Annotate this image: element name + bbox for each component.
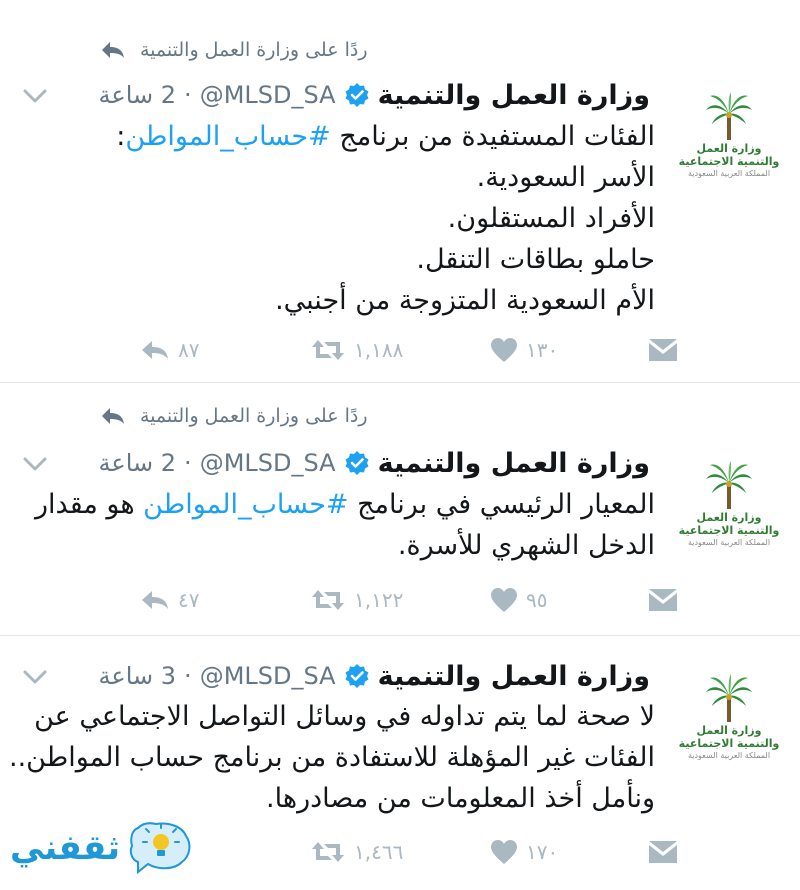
separator-dot: · — [184, 81, 192, 109]
retweet-icon — [310, 840, 346, 864]
tweet-line: الدخل الشهري للأسرة. — [397, 530, 655, 561]
hashtag-link[interactable]: #حساب_المواطن — [143, 489, 349, 520]
tweet-actions — [140, 832, 690, 872]
text-span: هو مقدار — [34, 489, 144, 520]
like-button[interactable] — [490, 839, 558, 865]
tweet-timestamp[interactable]: 3 ساعة — [98, 662, 177, 690]
heart-icon — [490, 839, 518, 865]
retweet-button[interactable] — [310, 840, 403, 864]
tweet-timestamp[interactable]: 2 ساعة — [98, 81, 177, 109]
avatar-line-1: وزارة العمل — [696, 724, 762, 737]
text-span: المعيار الرئيسي في برنامج — [348, 489, 655, 520]
author-name[interactable]: وزارة العمل والتنمية — [377, 79, 650, 111]
avatar-line-2: والتنمية الاجتماعية — [678, 155, 780, 168]
direct-message-button[interactable] — [648, 840, 678, 864]
tweet-header — [99, 446, 650, 480]
separator-dot: · — [184, 662, 192, 690]
reply-context-arrow-icon — [100, 406, 126, 426]
tweet[interactable] — [0, 0, 800, 383]
retweet-count: ١,٤٦٦ — [354, 840, 404, 864]
avatar-line-2: والتنمية الاجتماعية — [678, 737, 780, 750]
watermark-text: ثقفني — [10, 828, 120, 868]
tweet-line: الأم السعودية المتزوجة من أجنبي. — [275, 285, 655, 316]
heart-icon — [490, 587, 518, 613]
tweet-line: الفئات غير المؤهلة للاستفادة من برنامج حساب المواطن.. — [9, 742, 655, 773]
avatar-line-3: المملكة العربية السعودية — [687, 538, 771, 547]
chevron-down-icon[interactable] — [22, 669, 48, 685]
direct-message-button[interactable] — [648, 338, 678, 362]
like-button[interactable] — [490, 337, 558, 363]
reply-icon — [140, 339, 170, 361]
direct-message-icon — [648, 840, 678, 864]
tweet-timestamp[interactable]: 2 ساعة — [98, 449, 177, 477]
author-handle[interactable]: @MLSD_SA — [199, 449, 336, 477]
like-count: ٩٥ — [526, 588, 548, 612]
avatar-line-3: المملكة العربية السعودية — [687, 751, 771, 760]
retweet-button[interactable] — [310, 588, 403, 612]
palm-tree-logo — [704, 461, 754, 511]
author-name[interactable]: وزارة العمل والتنمية — [377, 447, 650, 479]
tweet-header — [99, 78, 650, 112]
chevron-down-icon[interactable] — [22, 456, 48, 472]
watermark — [10, 812, 210, 884]
tweet-line: الأسر السعودية. — [476, 162, 655, 193]
avatar-line-3: المملكة العربية السعودية — [687, 169, 771, 178]
chevron-down-icon[interactable] — [22, 88, 48, 104]
direct-message-icon — [648, 338, 678, 362]
avatar-line-1: وزارة العمل — [696, 511, 762, 524]
direct-message-icon — [648, 588, 678, 612]
author-handle[interactable]: @MLSD_SA — [199, 81, 336, 109]
retweet-icon — [310, 588, 346, 612]
like-count: ١٣٠ — [526, 338, 559, 362]
palm-tree-logo — [704, 92, 754, 142]
text-span: : — [116, 121, 126, 152]
tweet-line: حاملو بطاقات التنقل. — [416, 244, 655, 275]
tweet-text — [9, 696, 655, 819]
separator-dot: · — [184, 449, 192, 477]
tweet-text — [15, 116, 655, 321]
tweet-line: الأفراد المستقلون. — [447, 203, 655, 234]
palm-tree-logo — [704, 674, 754, 724]
verified-badge-icon — [344, 82, 370, 108]
reply-context[interactable] — [100, 36, 368, 64]
author-name[interactable]: وزارة العمل والتنمية — [377, 660, 650, 692]
reply-context-text: ردًا على وزارة العمل والتنمية — [140, 39, 368, 61]
verified-badge-icon — [344, 663, 370, 689]
like-count: ١٧٠ — [526, 840, 559, 864]
tweet-actions — [140, 580, 690, 620]
direct-message-button[interactable] — [648, 588, 678, 612]
reply-icon — [140, 589, 170, 611]
tweet-line: لا صحة لما يتم تداوله في وسائل التواصل الاجتماعي عن — [34, 701, 655, 732]
heart-icon — [490, 337, 518, 363]
tweet-actions — [140, 330, 690, 370]
tweet[interactable] — [0, 383, 800, 636]
reply-context[interactable] — [100, 402, 368, 430]
reply-button[interactable] — [140, 338, 199, 362]
retweet-count: ١,١٢٢ — [354, 588, 404, 612]
like-button[interactable] — [490, 587, 547, 613]
retweet-button[interactable] — [310, 338, 403, 362]
avatar-line-1: وزارة العمل — [696, 142, 762, 155]
reply-count: ٤٧ — [178, 588, 200, 612]
tweet-text — [15, 484, 655, 566]
verified-badge-icon — [344, 450, 370, 476]
reply-count: ٨٧ — [178, 338, 200, 362]
retweet-icon — [310, 338, 346, 362]
retweet-count: ١,١٨٨ — [354, 338, 404, 362]
avatar[interactable] — [670, 674, 788, 764]
author-handle[interactable]: @MLSD_SA — [199, 662, 336, 690]
tweet-line — [15, 484, 655, 525]
avatar[interactable] — [670, 461, 788, 551]
hashtag-link[interactable]: #حساب_المواطن — [125, 121, 331, 152]
lightbulb-icon — [128, 820, 194, 876]
avatar-line-2: والتنمية الاجتماعية — [678, 524, 780, 537]
reply-context-arrow-icon — [100, 40, 126, 60]
avatar[interactable] — [670, 92, 788, 182]
tweet-line: ونأمل أخذ المعلومات من مصادرها. — [266, 783, 655, 814]
reply-context-text: ردًا على وزارة العمل والتنمية — [140, 405, 368, 427]
reply-button[interactable] — [140, 588, 199, 612]
tweet-line — [15, 116, 655, 157]
text-span: الفئات المستفيدة من برنامج — [330, 121, 655, 152]
tweet-header — [99, 659, 650, 693]
